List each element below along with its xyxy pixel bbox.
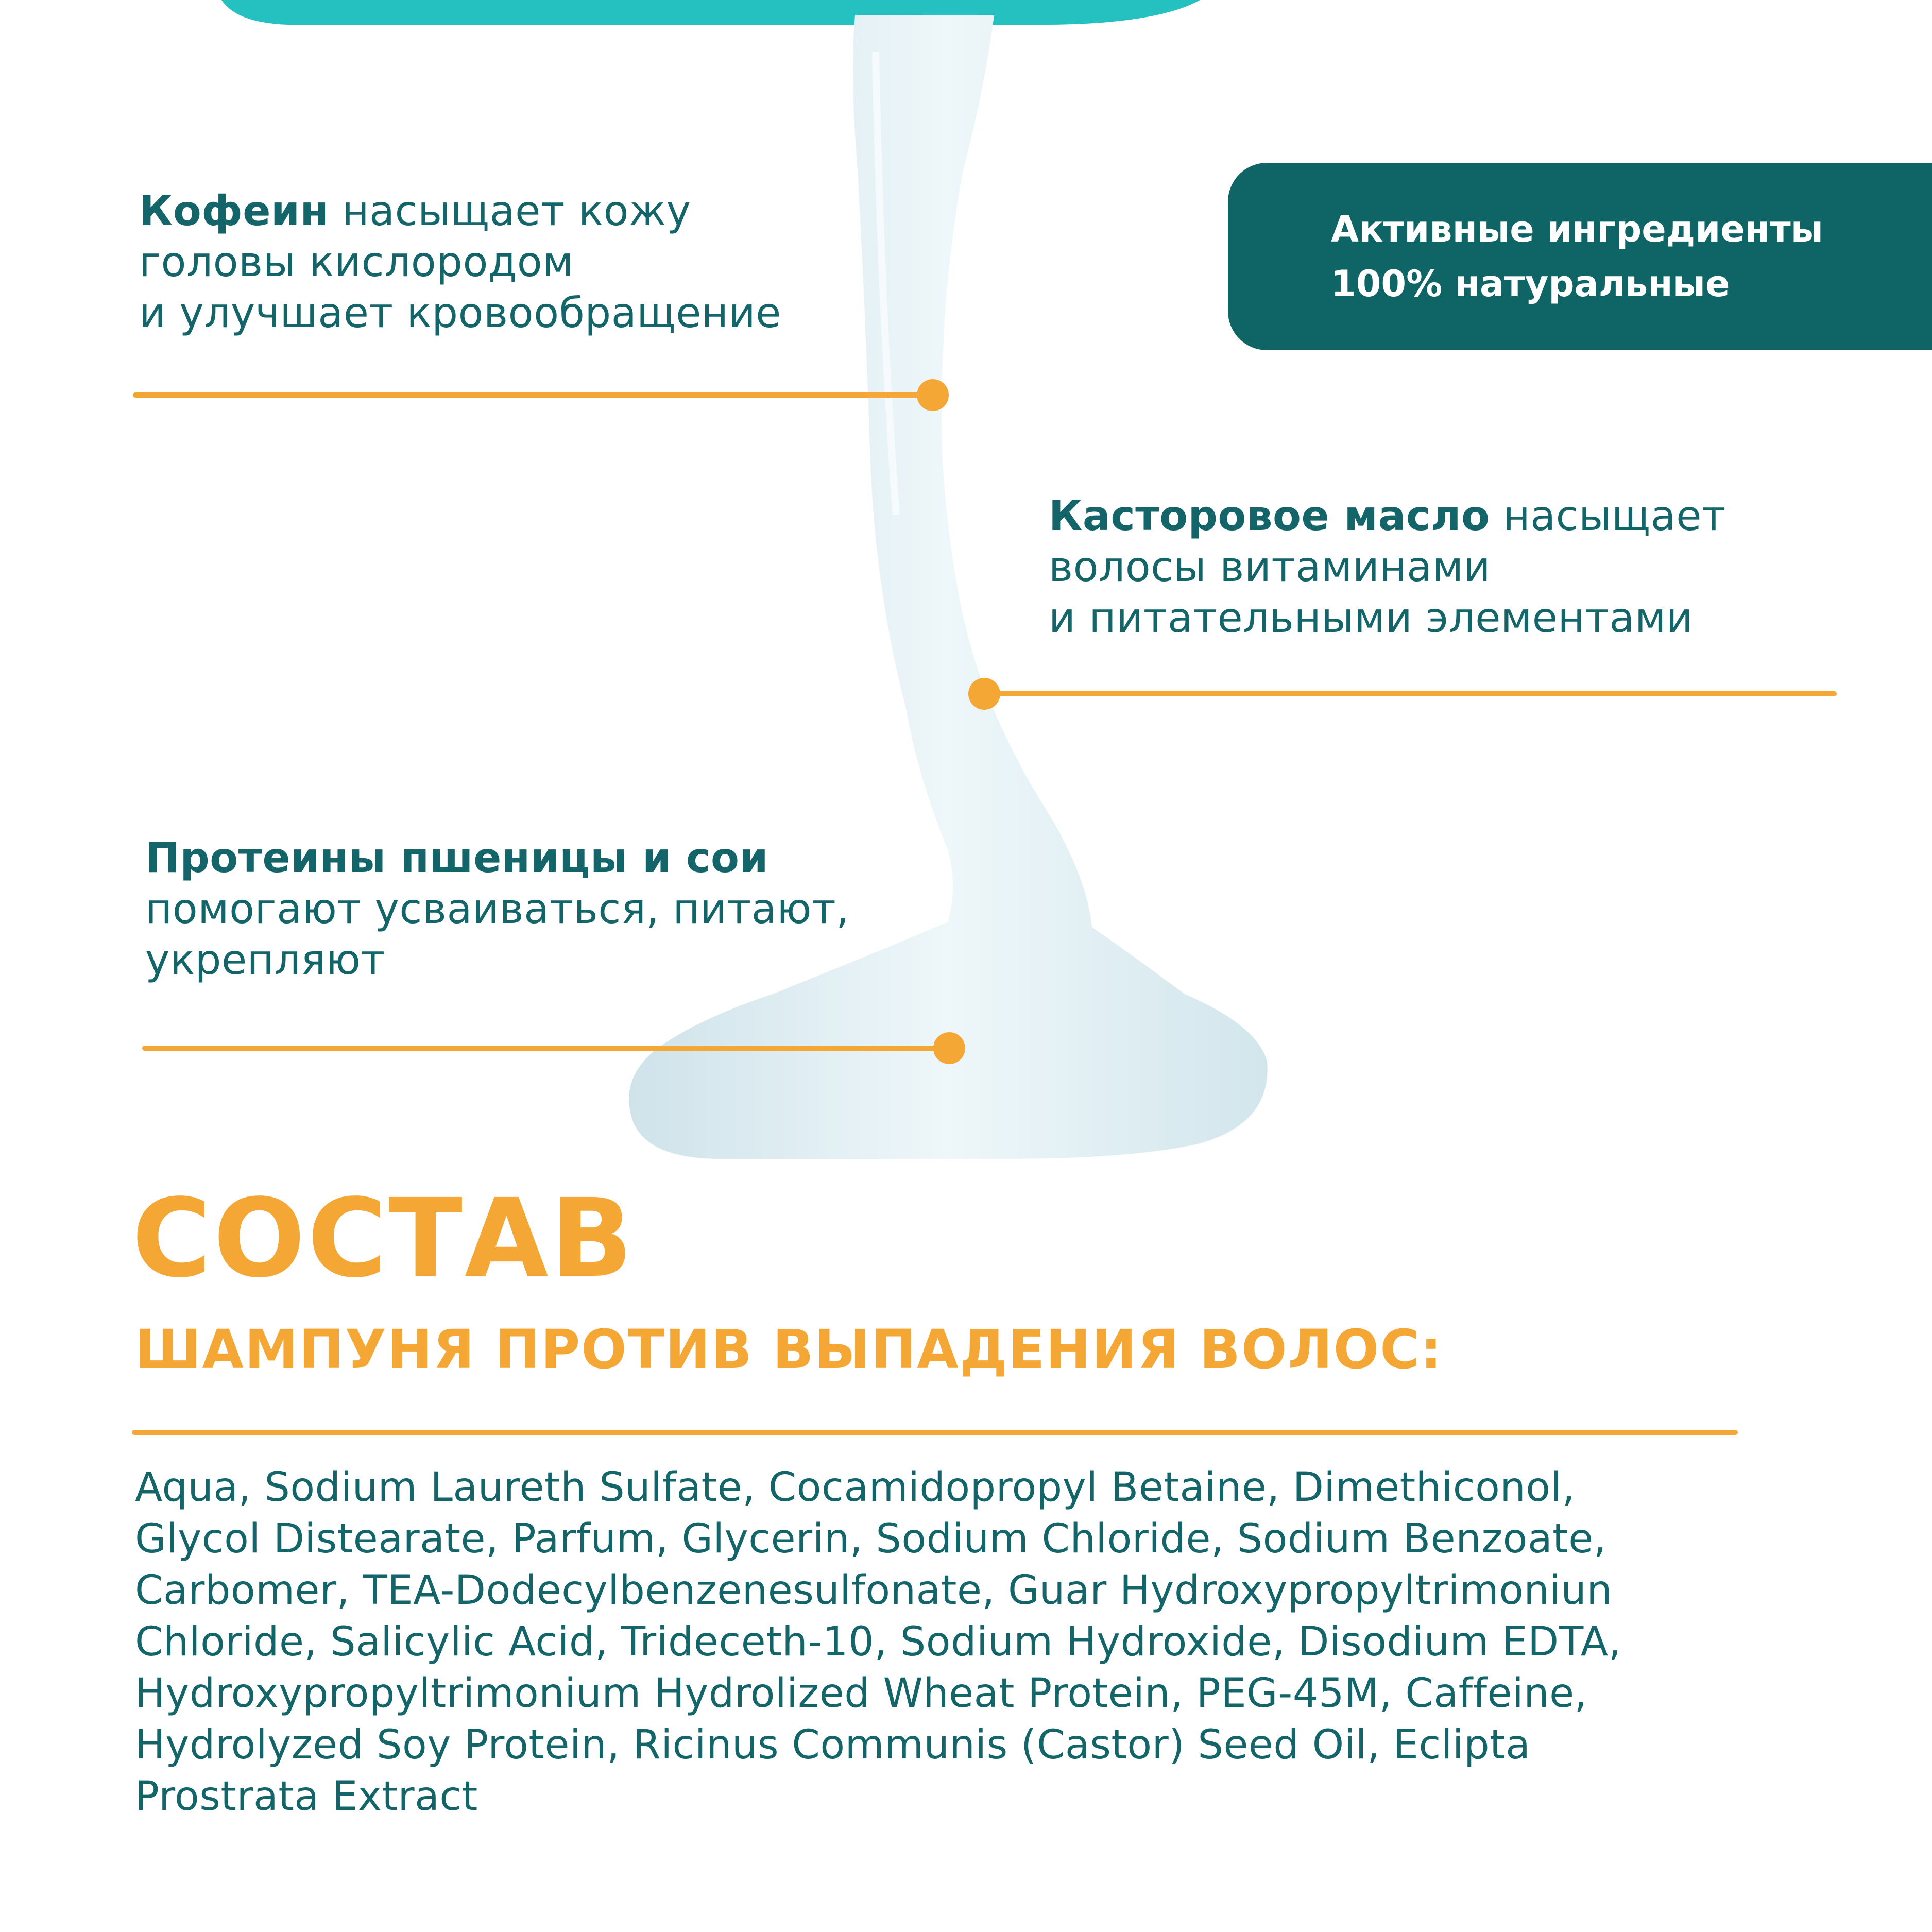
composition-title: СОСТАВ [132,1175,635,1302]
callout-dot-proteins [933,1032,965,1064]
feature-proteins-title: Протеины пшеницы и сои [145,834,768,882]
feature-caffeine [139,185,912,338]
feature-proteins-line2: укрепляют [145,936,385,984]
feature-castor-oil-line3: и питательными элементами [1049,594,1694,642]
feature-caffeine-line2: головы кислородом [139,238,574,286]
feature-caffeine-line3: и улучшает кровообращение [139,289,781,337]
callout-dot-castor-oil [968,678,1000,710]
callout-line-proteins [142,1046,946,1051]
badge-line2: 100% натуральные [1331,263,1730,305]
ingredients-line: Aqua, Sodium Laureth Sulfate, Cocamidopropyl Betaine, Dimethiconol, [135,1464,1575,1511]
feature-castor-oil-title: Касторовое масло [1049,492,1490,540]
badge-line1: Активные ингредиенты [1331,208,1823,250]
feature-castor-oil-line1: насыщает [1503,492,1726,540]
callout-line-caffeine [133,392,930,398]
feature-proteins [145,832,1021,985]
ingredients-line: Glycol Distearate, Parfum, Glycerin, Sodium Chloride, Sodium Benzoate, [135,1516,1607,1562]
composition-divider [132,1430,1738,1435]
ingredients-line: Hydroxypropyltrimonium Hydrolized Wheat Protein, PEG-45M, Caffeine, [135,1670,1587,1717]
feature-caffeine-title: Кофеин [139,187,329,235]
ingredients-line: Carbomer, TEA-Dodecylbenzenesulfonate, Guar Hydroxypropyltrimoniun [135,1567,1613,1614]
feature-proteins-line1: помогают усваиваться, питают, [145,885,850,933]
natural-ingredients-badge [1228,163,1932,350]
feature-castor-oil [1049,490,1821,643]
bottle-cap [221,0,1200,25]
feature-castor-oil-line2: волосы витаминами [1049,543,1491,591]
ingredients-line: Prostrata Extract [135,1773,478,1820]
ingredients-line: Hydrolyzed Soy Protein, Ricinus Communis (Castor) Seed Oil, Eclipta [135,1722,1531,1768]
callout-dot-caffeine [917,379,949,411]
ingredients-list [135,1462,1835,1822]
callout-line-castor-oil [984,691,1837,696]
feature-caffeine-line1: насыщает кожу [342,187,691,235]
ingredients-line: Chloride, Salicylic Acid, Trideceth-10, Sodium Hydroxide, Disodium EDTA, [135,1619,1621,1665]
composition-subtitle: ШАМПУНЯ ПРОТИВ ВЫПАДЕНИЯ ВОЛОС: [135,1318,1443,1381]
